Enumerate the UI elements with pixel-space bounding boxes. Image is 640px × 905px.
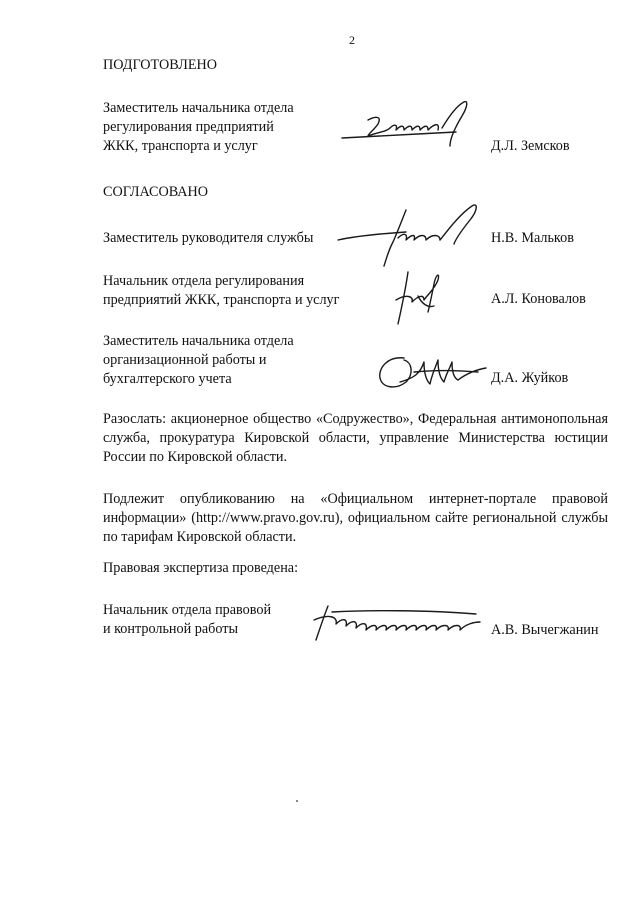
legal-check-heading: Правовая экспертиза проведена: [103, 560, 299, 576]
title-line: Заместитель начальника отдела [103, 100, 294, 116]
signature-malkov [336, 200, 496, 272]
title-line: бухгалтерского учета [103, 371, 232, 387]
title-line: организационной работы и [103, 352, 267, 368]
title-line: Начальник отдела правовой [103, 602, 272, 618]
title-line: регулирования предприятий [103, 119, 274, 135]
legal-check-title [103, 601, 303, 639]
title-line: и контрольной работы [103, 621, 238, 637]
signature-vychegzhanin [308, 600, 488, 646]
title-line: Заместитель начальника отдела [103, 333, 294, 349]
signer-3-title [103, 332, 333, 389]
prepared-name: Д.Л. Земсков [491, 138, 570, 154]
title-line: ЖКК, транспорта и услуг [103, 138, 258, 154]
signature-konovalov [388, 266, 468, 330]
legal-check-name: А.В. Вычегжанин [491, 622, 599, 638]
title-line: Начальник отдела регулирования [103, 273, 305, 289]
approved-heading: СОГЛАСОВАНО [103, 184, 209, 200]
signer-1-name: Н.В. Мальков [491, 230, 574, 246]
signature-zhuikov [374, 348, 492, 396]
signer-1-title: Заместитель руководителя службы [103, 230, 314, 246]
signer-2-name: А.Л. Коновалов [491, 291, 586, 307]
prepared-title [103, 99, 293, 156]
signer-3-name: Д.А. Жуйков [491, 370, 569, 386]
publication-paragraph: Подлежит опубликованию на «Официальном интернет-портале правовой информации» (http://www.pravo.gov.ru), официальном сайте региональной службы по тарифам Кировской области. [103, 491, 608, 545]
signer-2-title [103, 272, 363, 310]
prepared-heading: ПОДГОТОВЛЕНО [103, 57, 217, 73]
distribution-paragraph: Разослать: акционерное общество «Содружество», Федеральная антимонопольная служба, прокуратура Кировской области, управление Министерства юстиции России по Кировской области. [103, 411, 608, 465]
page-number: 2 [349, 33, 355, 47]
signature-zemskov [338, 98, 486, 154]
title-line: предприятий ЖКК, транспорта и услуг [103, 292, 340, 308]
scan-speck [296, 800, 298, 802]
